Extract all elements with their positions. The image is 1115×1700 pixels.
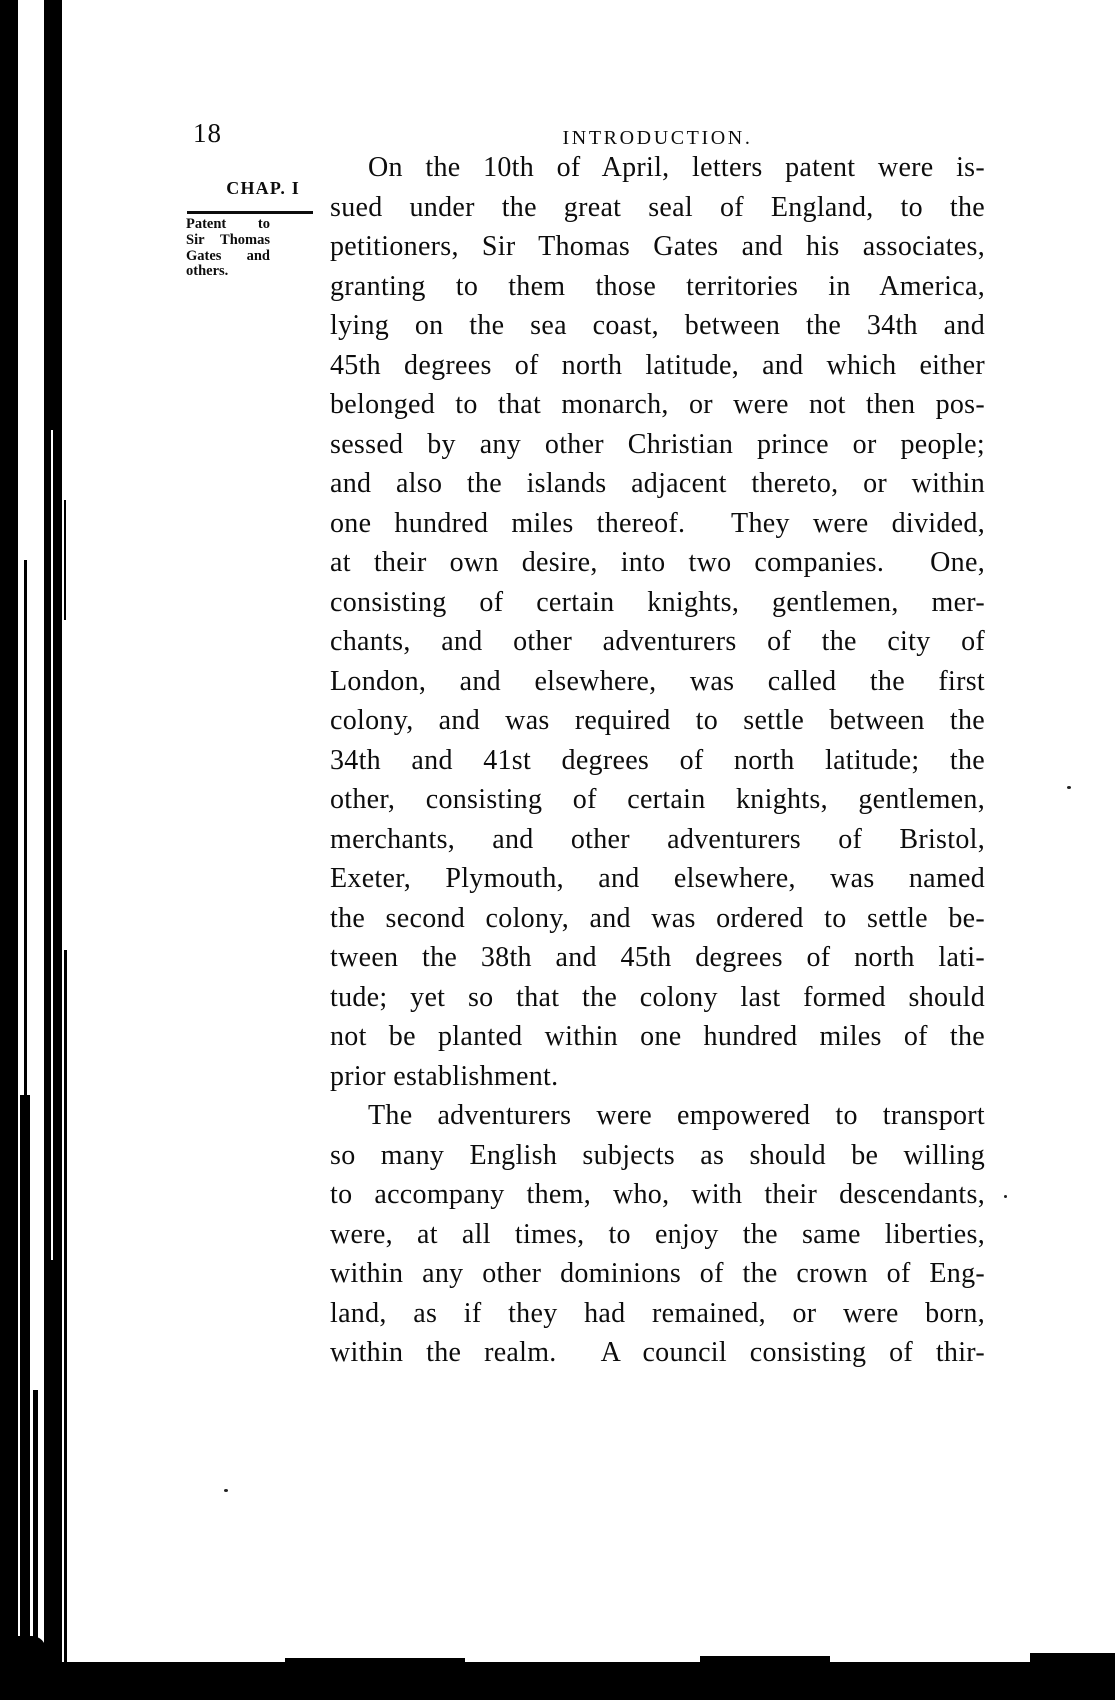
scan-speck — [224, 1489, 228, 1492]
text-line: not be planted within one hundred miles of the — [330, 1021, 985, 1052]
gutter-line-3 — [64, 500, 66, 620]
running-head: INTRODUCTION. — [562, 127, 753, 149]
text-line: to accompany them, who, with their descendants, — [330, 1179, 985, 1210]
text-line: petitioners, Sir Thomas Gates and his associates, — [330, 231, 985, 262]
text-line: London, and elsewhere, was called the first — [330, 665, 985, 697]
chapter-rule — [187, 211, 313, 214]
text-line: prior establishment. — [330, 1060, 559, 1092]
page-number: 18 — [193, 118, 222, 148]
bottom-edge-bar — [0, 1662, 1115, 1700]
text-line: tween the 38th and 45th degrees of north lati- — [330, 942, 985, 973]
text-line: Exeter, Plymouth, and elsewhere, was named — [330, 863, 985, 894]
text-line: within any other dominions of the crown of Eng- — [330, 1258, 985, 1289]
body-text — [330, 152, 985, 1377]
text-line: at their own desire, into two companies. One, — [330, 547, 985, 578]
bottom-edge-bump-1 — [285, 1658, 465, 1664]
text-line: The adventurers were empowered to transport — [368, 1100, 985, 1131]
bottom-edge-blob — [0, 1636, 46, 1700]
margin-note-line: Gates and — [186, 247, 270, 264]
text-line: granting to them those territories in America, — [330, 270, 985, 302]
gutter-strip — [44, 0, 62, 1700]
text-line: On the 10th of April, letters patent were is- — [368, 152, 985, 183]
bottom-edge-bump-2 — [700, 1656, 830, 1664]
margin-note-line: Sir Thomas — [186, 231, 270, 248]
text-line: consisting of certain knights, gentlemen, mer- — [330, 586, 985, 618]
margin-note — [186, 217, 270, 280]
scan-speck — [1004, 1195, 1007, 1198]
text-line: land, as if they had remained, or were born, — [330, 1297, 985, 1329]
text-line: so many English subjects as should be willing — [330, 1139, 985, 1171]
text-line: the second colony, and was ordered to settle be- — [330, 902, 985, 934]
text-line: lying on the sea coast, between the 34th and — [330, 310, 985, 341]
scan-speck — [1067, 786, 1071, 789]
text-line: chants, and other adventurers of the city of — [330, 626, 985, 657]
gutter-bar-left — [0, 0, 18, 1662]
text-line: tude; yet so that the colony last formed should — [330, 981, 985, 1013]
margin-note-line: Patent to — [186, 216, 270, 232]
text-line: and also the islands adjacent thereto, or within — [330, 468, 985, 499]
gutter-line-5 — [33, 1390, 38, 1662]
text-line: belonged to that monarch, or were not then pos- — [330, 389, 985, 420]
margin-note-line: others. — [186, 263, 229, 280]
text-line: sessed by any other Christian prince or people; — [330, 428, 985, 460]
text-line: were, at all times, to enjoy the same liberties, — [330, 1218, 985, 1250]
chapter-label: CHAP. I — [226, 178, 300, 198]
text-line: within the realm. A council consisting of thir- — [330, 1337, 985, 1368]
bottom-edge-bump-3 — [1030, 1653, 1115, 1663]
gutter-line-4 — [20, 1095, 30, 1662]
text-line: colony, and was required to settle between the — [330, 705, 985, 736]
text-line: one hundred miles thereof. They were divided, — [330, 507, 985, 539]
text-line: sued under the great seal of England, to the — [330, 191, 985, 223]
text-line: 34th and 41st degrees of north latitude; the — [330, 744, 985, 776]
text-line: 45th degrees of north latitude, and which either — [330, 349, 985, 381]
gutter-strip-gap — [51, 430, 53, 1260]
text-line: other, consisting of certain knights, gentlemen, — [330, 784, 985, 815]
gutter-line-2 — [64, 950, 67, 1700]
text-line: merchants, and other adventurers of Bristol, — [330, 823, 985, 855]
